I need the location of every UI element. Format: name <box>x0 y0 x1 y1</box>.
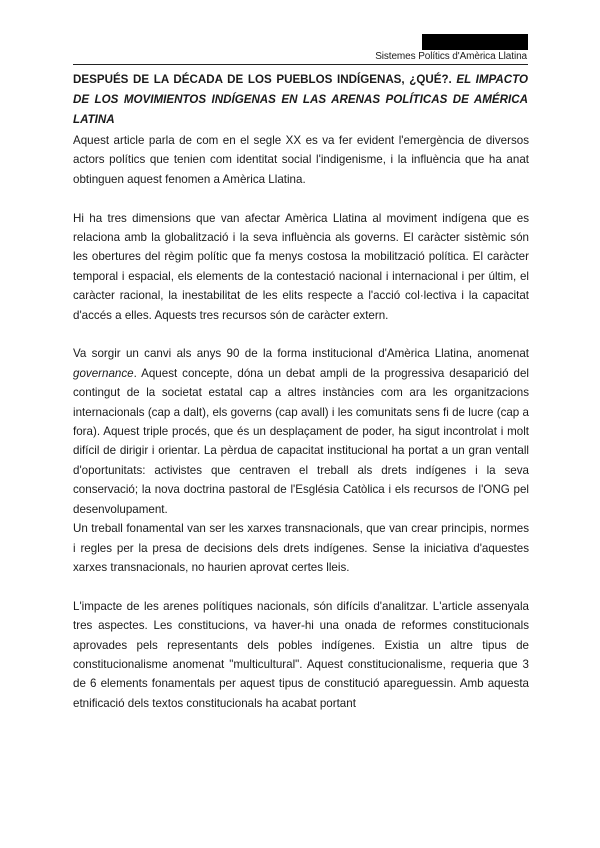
article-body <box>73 131 529 713</box>
redacted-block <box>422 34 528 50</box>
title-spanish-heading: DESPUÉS DE LA DÉCADA DE LOS PUEBLOS INDÍGENAS, ¿QUÉ?. <box>73 73 457 86</box>
title-italic-subtitle: EL IMPACTO DE LOS MOVIMIENTOS INDÍGENAS EN LAS ARENAS POLÍTICAS DE AMÉRICA LATINA <box>73 73 528 126</box>
paragraph-impact: L'impacte de les arenes polítiques nacionals, són difícils d'analitzar. L'article assenyala tres aspectes. Les constitucions, va haver-hi una onada de reformes constitucionals aprovades pels representants dels pobles indígenes. Existia un altre tipus de constitucionalisme anomenat "multicultural". Aquest constitucionalisme, requeria que 3 de 6 elements fonamentals per aquest tipus de constitució apareguessin. Amb aquesta etnificació dels textos constitucionals ha acabat portant <box>73 599 529 710</box>
governance-term: governance <box>73 366 134 380</box>
governance-text-b: . Aquest concepte, dóna un debat ampli de la progressiva desaparició del contingut de la societat estatal cap a altres instàncies com ara les organitzacions internacionals (cap a dalt), els governs (cap avall) i les comunitats sens fi de lucre (cap a fora). Aquest triple procés, que és un desplaçament de poder, ha sigut incontrolat i molt difícil de dirigir i orientar. La pèrdua de capacitat institucional ha portat a un gran ventall d'oportunitats: activistes que centraven el treball als drets indígenes i la seva conservació; la nova doctrina pastoral de l'Església Catòlica i els recursos de l'ONG pel desenvolupament. <box>73 366 529 516</box>
header-divider <box>73 64 528 65</box>
paragraph-networks: Un treball fonamental van ser les xarxes transnacionals, que van crear principis, normes i regles per la presa de decisions dels drets indígenes. Sense la iniciativa d'aquestes xarxes transnacionals, no haurien aprovat certes lleis. <box>73 522 529 574</box>
article-title <box>73 70 528 130</box>
running-header: Sistemes Polítics d'Amèrica Llatina <box>375 51 527 62</box>
paragraph-dimensions: Hi ha tres dimensions que van afectar Amèrica Llatina al moviment indígena que es relaciona amb la globalització i la seva influència als governs. El caràcter sistèmic són les obertures del règim polític que fa menys costosa la mobilització política. El caràcter temporal i espacial, els elements de la contestació nacional i internacional i per últim, el caràcter racional, la inestabilitat de les elits respecte a l'acció col·lectiva i la capacitat d'accés a elles. Aquests tres recursos són de caràcter extern. <box>73 211 529 322</box>
paragraph-governance <box>73 344 529 519</box>
governance-text-a: Va sorgir un canvi als anys 90 de la forma institucional d'Amèrica Llatina, anomenat <box>73 347 529 361</box>
paragraph-intro: Aquest article parla de com en el segle XX es va fer evident l'emergència de diversos actors polítics que tenien com identitat social l'indigenisme, i la influència que ha anat obtinguen aquest fenomen a Amèrica Llatina. <box>73 134 529 186</box>
